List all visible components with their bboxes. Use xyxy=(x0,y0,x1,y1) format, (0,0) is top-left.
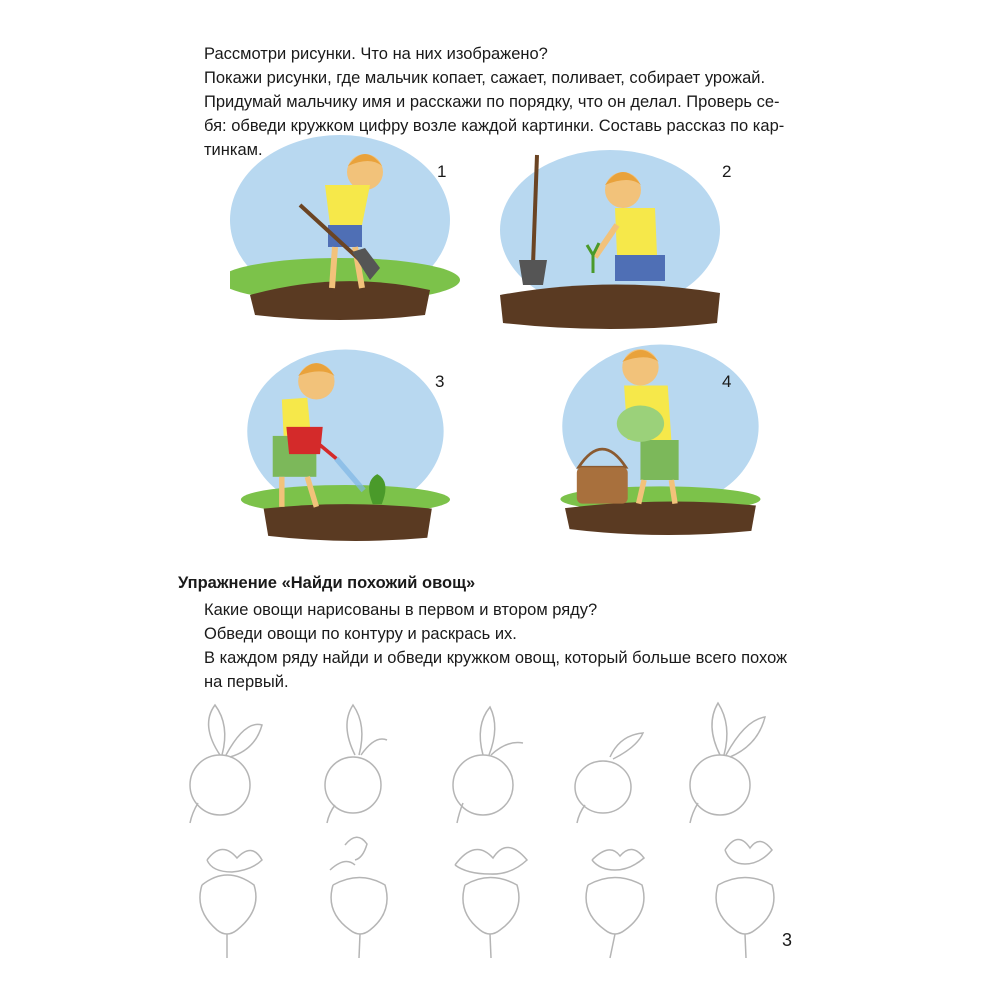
intro-line-3: Придумай мальчику имя и расскажи по порядку, что он делал. Проверь се- xyxy=(204,93,780,111)
radish-icon xyxy=(565,695,655,825)
intro-line-2: Покажи рисунки, где мальчик копает, сажает, поливает, собирает урожай. xyxy=(204,69,766,87)
radish-icon xyxy=(180,695,270,825)
exercise-title: Упражнение «Найди похожий овощ» xyxy=(178,574,476,592)
beet-icon xyxy=(315,830,405,960)
intro-line-1: Рассмотри рисунки. Что на них изображено? xyxy=(204,45,548,63)
radish-icon xyxy=(680,695,770,825)
picture-number-4: 4 xyxy=(722,372,732,391)
beet-icon xyxy=(570,830,660,960)
picture-number-1: 1 xyxy=(437,162,447,181)
boy-watering-picture xyxy=(235,345,465,545)
boy-digging-picture xyxy=(230,130,460,330)
page-number: 3 xyxy=(782,930,793,950)
exercise-line-1: Какие овощи нарисованы в первом и втором ряду? xyxy=(204,601,598,619)
beet-icon xyxy=(700,830,793,960)
intro-line-4: бя: обведи кружком цифру возле каждой картинки. Составь рассказ по кар- xyxy=(204,117,785,135)
intro-line-5: тинкам. xyxy=(204,141,263,159)
exercise-line-2: Обведи овощи по контуру и раскрась их. xyxy=(204,625,517,643)
beet-icon xyxy=(445,830,535,960)
boy-harvesting-picture xyxy=(550,340,780,540)
radish-icon xyxy=(315,695,405,825)
picture-number-3: 3 xyxy=(435,372,445,391)
picture-number-2: 2 xyxy=(722,162,732,181)
exercise-line-3: В каждом ряду найди и обведи кружком овощ, который больше всего похож xyxy=(204,649,788,667)
exercise-line-4: на первый. xyxy=(204,673,289,691)
beet-icon xyxy=(182,830,272,960)
boy-planting-picture xyxy=(495,145,725,345)
radish-icon xyxy=(445,695,535,825)
